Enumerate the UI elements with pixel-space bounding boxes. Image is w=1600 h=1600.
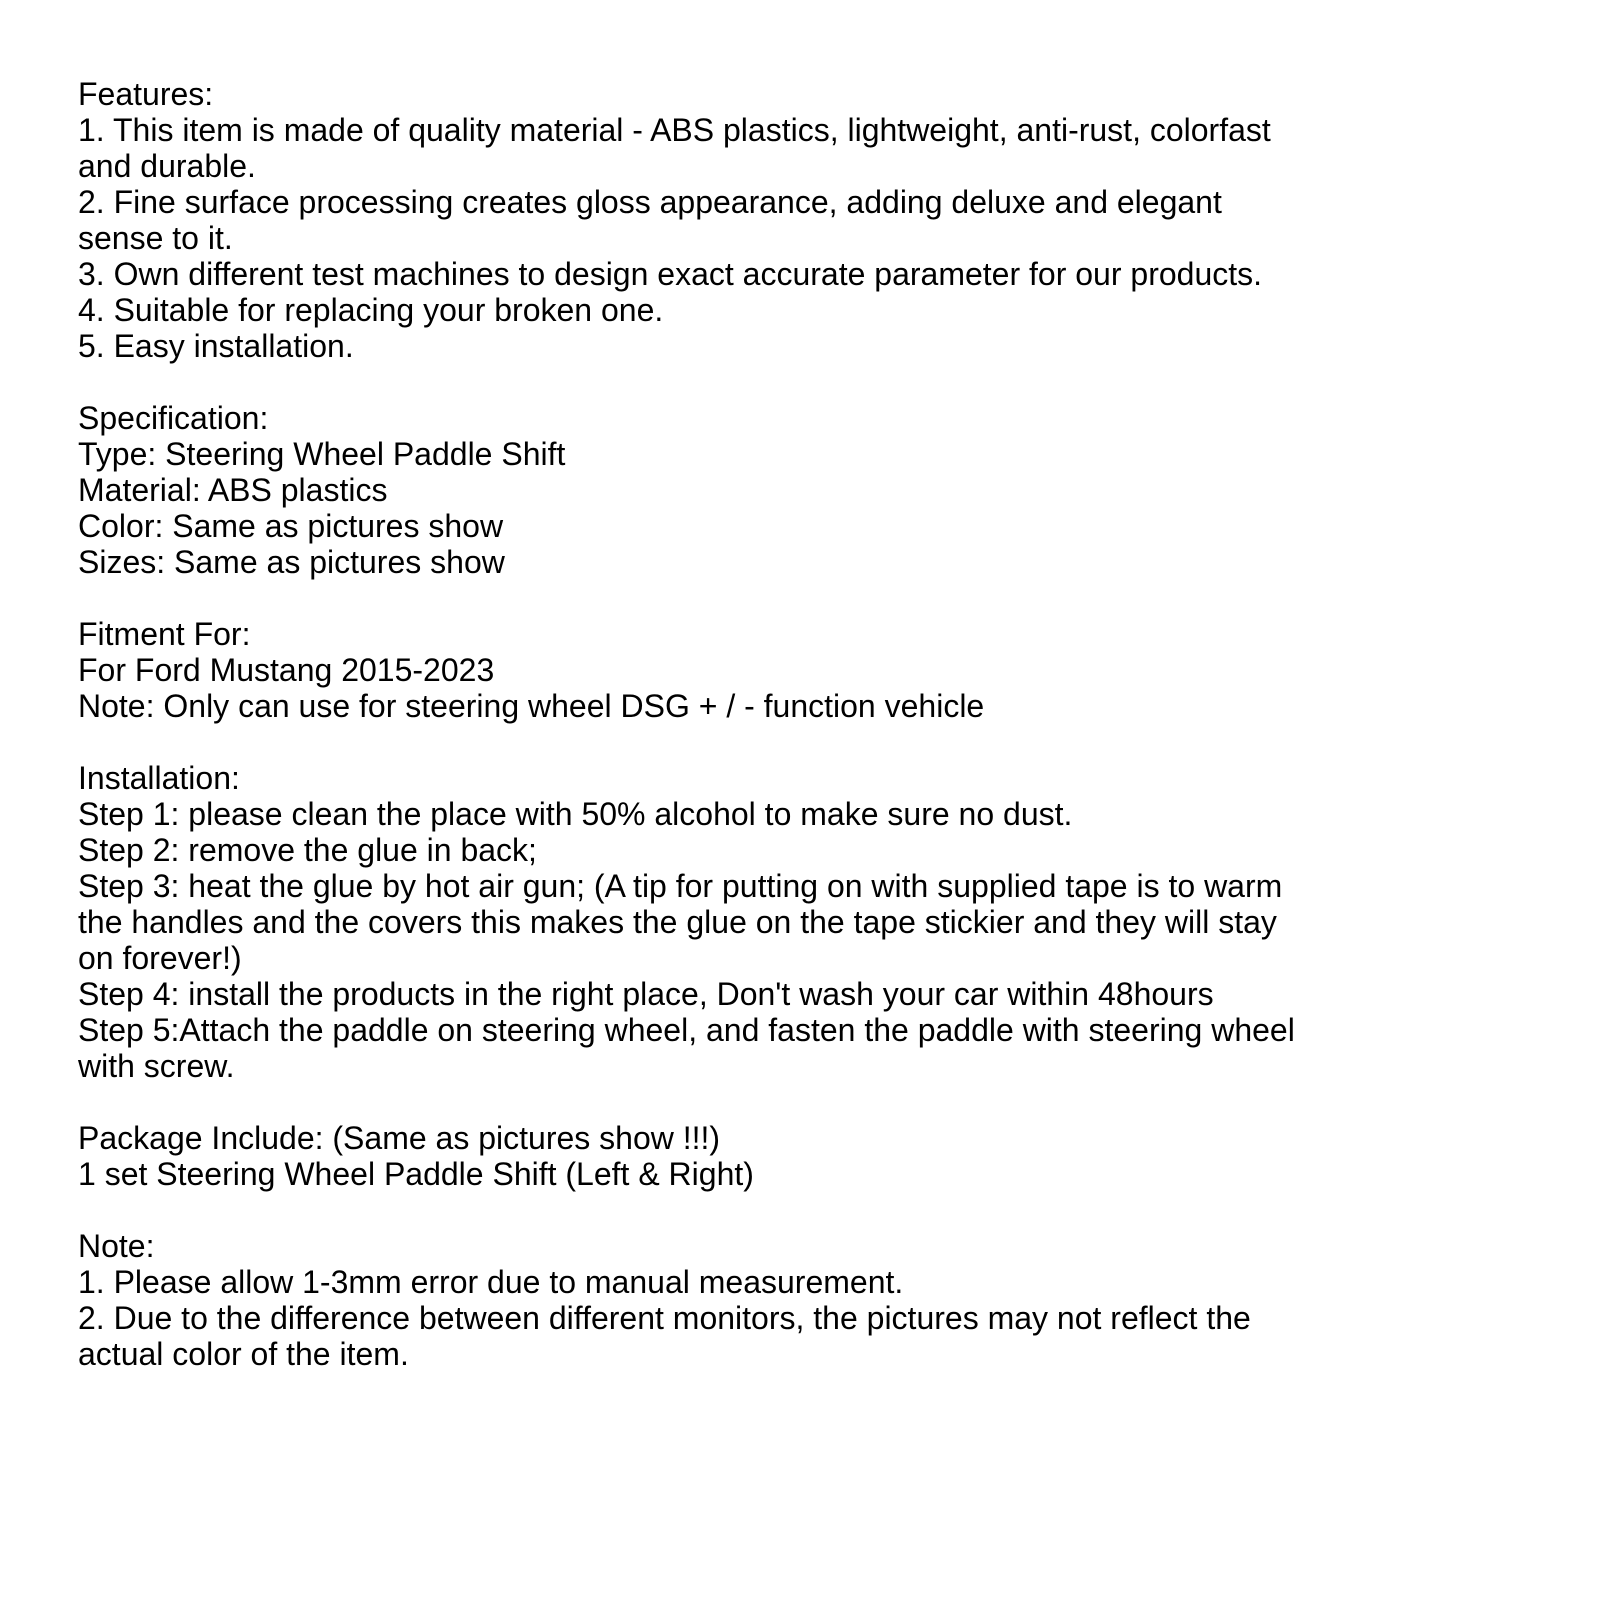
- section-note: [78, 1228, 1560, 1372]
- text-line: Note:: [78, 1228, 155, 1264]
- text-line: 4. Suitable for replacing your broken one.: [78, 292, 664, 328]
- text-line: sense to it.: [78, 220, 233, 256]
- text-line: 2. Due to the difference between different monitors, the pictures may not reflect the: [78, 1300, 1251, 1336]
- text-line: Step 3: heat the glue by hot air gun; (A tip for putting on with supplied tape is to warm: [78, 868, 1283, 904]
- text-line: For Ford Mustang 2015-2023: [78, 652, 495, 688]
- text-line: on forever!): [78, 940, 242, 976]
- text-line: the handles and the covers this makes the glue on the tape stickier and they will stay: [78, 904, 1277, 940]
- text-line: 1. This item is made of quality material - ABS plastics, lightweight, anti-rust, colorfast: [78, 112, 1271, 148]
- section-fitment: [78, 616, 1560, 724]
- text-line: Step 2: remove the glue in back;: [78, 832, 537, 868]
- text-line: Note: Only can use for steering wheel DSG + / - function vehicle: [78, 688, 985, 724]
- text-line: 3. Own different test machines to design exact accurate parameter for our products.: [78, 256, 1263, 292]
- text-line: 1. Please allow 1-3mm error due to manual measurement.: [78, 1264, 904, 1300]
- text-line: actual color of the item.: [78, 1336, 409, 1372]
- section-package: [78, 1120, 1560, 1192]
- text-line: Specification:: [78, 400, 269, 436]
- text-line: with screw.: [78, 1048, 235, 1084]
- text-line: Step 5:Attach the paddle on steering wheel, and fasten the paddle with steering wheel: [78, 1012, 1295, 1048]
- section-features: [78, 76, 1560, 364]
- text-line: 1 set Steering Wheel Paddle Shift (Left & Right): [78, 1156, 754, 1192]
- text-line: Fitment For:: [78, 616, 251, 652]
- text-line: Step 4: install the products in the right place, Don't wash your car within 48hours: [78, 976, 1214, 1012]
- text-line: Package Include: (Same as pictures show !!!): [78, 1120, 721, 1156]
- text-line: and durable.: [78, 148, 256, 184]
- text-line: Features:: [78, 76, 214, 112]
- text-line: Material: ABS plastics: [78, 472, 388, 508]
- text-line: Type: Steering Wheel Paddle Shift: [78, 436, 566, 472]
- text-line: Installation:: [78, 760, 240, 796]
- section-installation: [78, 760, 1560, 1084]
- text-line: 2. Fine surface processing creates gloss appearance, adding deluxe and elegant: [78, 184, 1222, 220]
- text-line: Step 1: please clean the place with 50% alcohol to make sure no dust.: [78, 796, 1073, 832]
- section-specification: [78, 400, 1560, 580]
- text-line: Color: Same as pictures show: [78, 508, 504, 544]
- text-line: 5. Easy installation.: [78, 328, 354, 364]
- text-line: Sizes: Same as pictures show: [78, 544, 505, 580]
